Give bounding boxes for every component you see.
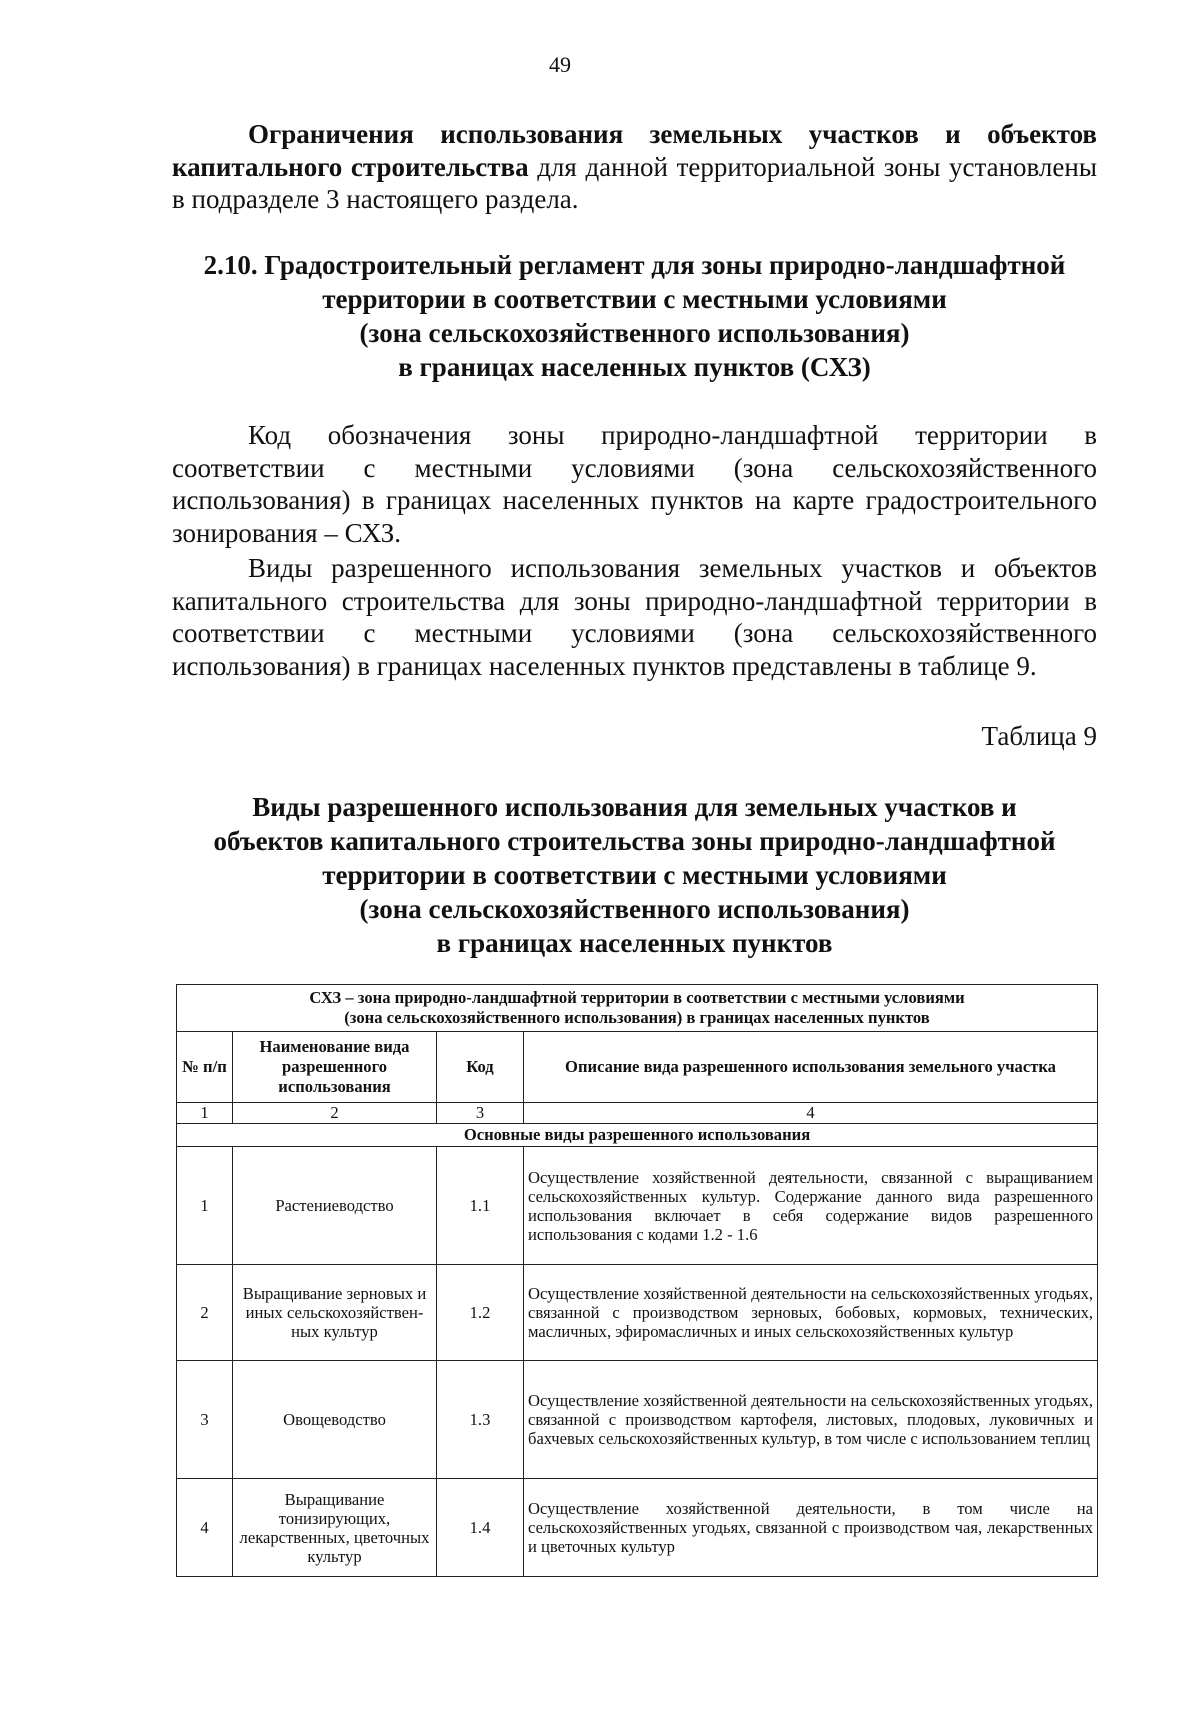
- column-number: 4: [524, 1103, 1098, 1124]
- table-row: [177, 1479, 1098, 1577]
- permitted-uses-paragraph: Виды разрешенного использования земельных участков и объектов капитального строительства для зоны природно-ландшафтной территории в соответствии с местными условиями (зона сельскохозяйственного использования) в границах населенных пунктов представлены в таблице 9.: [172, 553, 1097, 681]
- table-heading-line: Виды разрешенного использования для земельных участков и: [252, 792, 1017, 822]
- section-heading-line: территории в соответствии с местными условиями: [322, 284, 947, 314]
- section-heading-line: 2.10. Градостроительный регламент для зоны природно-ландшафтной: [203, 250, 1066, 280]
- table-row: [177, 1147, 1098, 1265]
- column-number: 2: [233, 1103, 437, 1124]
- section-heading-line: (зона сельскохозяйственного использования): [359, 318, 910, 348]
- row-code: 1.1: [437, 1147, 524, 1265]
- row-description: Осуществление хозяйственной деятельности на сельскохозяйственных угодьях, связанной с производством зерновых, бобовых, кормовых, технических, масличных, эфиромасличных и иных сельскохозяйственных культур: [524, 1265, 1098, 1361]
- table-heading-line: объектов капитального строительства зоны природно-ландшафтной: [213, 826, 1056, 856]
- header-name: Наименование вида разрешенного использования: [233, 1032, 437, 1103]
- table-label: Таблица 9: [981, 721, 1097, 751]
- section-title: Основные виды разрешенного использования: [177, 1124, 1098, 1147]
- row-code: 1.2: [437, 1265, 524, 1361]
- section-heading-line: в границах населенных пунктов (СХЗ): [398, 352, 871, 382]
- table-heading: [172, 790, 1097, 960]
- table-heading-line: территории в соответствии с местными условиями: [322, 860, 947, 890]
- row-num: 3: [177, 1361, 233, 1479]
- column-number: 1: [177, 1103, 233, 1124]
- row-description: Осуществление хозяйственной деятельности, в том числе на сельскохозяйственных угодьях, связанной с производством чая, лекарственных и цветочных культур: [524, 1479, 1098, 1577]
- header-row: [177, 1032, 1098, 1103]
- column-number: 3: [437, 1103, 524, 1124]
- header-description: Описание вида разрешенного использования земельного участка: [524, 1032, 1098, 1103]
- row-code: 1.3: [437, 1361, 524, 1479]
- table-heading-line: в границах населенных пунктов: [436, 928, 833, 958]
- zone-title-row: [177, 985, 1098, 1032]
- row-num: 4: [177, 1479, 233, 1577]
- row-name: Овощеводство: [233, 1361, 437, 1479]
- column-number-row: [177, 1103, 1098, 1124]
- restrictions-bold-text: Ограничения использования земельных участков и объектов капитального строительства: [172, 119, 1097, 182]
- row-name: Растениеводство: [233, 1147, 437, 1265]
- zone-code-paragraph: Код обозначения зоны природно-ландшафтной территории в соответствии с местными условиями (зона сельскохозяйственного использования) в границах населенных пунктов на карте градостроительного зонирования – СХЗ.: [172, 420, 1097, 548]
- row-description: Осуществление хозяйственной деятельности на сельскохозяйственных угодьях, связанной с производством картофеля, листовых, плодовых, луковичных и бахчевых сельскохозяйственных культур, в том числе с использованием теплиц: [524, 1361, 1098, 1479]
- zone-title-line: (зона сельскохозяйственного использования) в границах населенных пунктов: [344, 1008, 930, 1027]
- row-num: 1: [177, 1147, 233, 1265]
- row-num: 2: [177, 1265, 233, 1361]
- restrictions-paragraph: [172, 118, 1097, 216]
- table-heading-line: (зона сельскохозяйственного использования): [359, 894, 910, 924]
- header-code: Код: [437, 1032, 524, 1103]
- restrictions-text: для данной территориальной зоны установлены в подразделе 3 настоящего раздела.: [172, 151, 1097, 214]
- row-code: 1.4: [437, 1479, 524, 1577]
- table-row: [177, 1265, 1098, 1361]
- row-description: Осуществление хозяйственной деятельности, связанной с выращиванием сельскохозяйственных культур. Содержание данного вида разрешенного использования включает в себя содержание видов разрешенного использования с кодами 1.2 - 1.6: [524, 1147, 1098, 1265]
- table-row: [177, 1361, 1098, 1479]
- zone-title-cell: [177, 985, 1098, 1032]
- section-heading: [172, 248, 1097, 384]
- permitted-uses-table: [176, 984, 1098, 1577]
- row-name: Выращивание тонизирующих, лекарственных, цветочных культур: [233, 1479, 437, 1577]
- section-row: [177, 1124, 1098, 1147]
- zone-title-line: СХЗ – зона природно-ландшафтной территории в соответствии с местными условиями: [309, 988, 965, 1007]
- row-name: Выращивание зерновых и иных сельскохозяйствен-ных культур: [233, 1265, 437, 1361]
- page-number: 49: [549, 52, 571, 77]
- header-num: № п/п: [177, 1032, 233, 1103]
